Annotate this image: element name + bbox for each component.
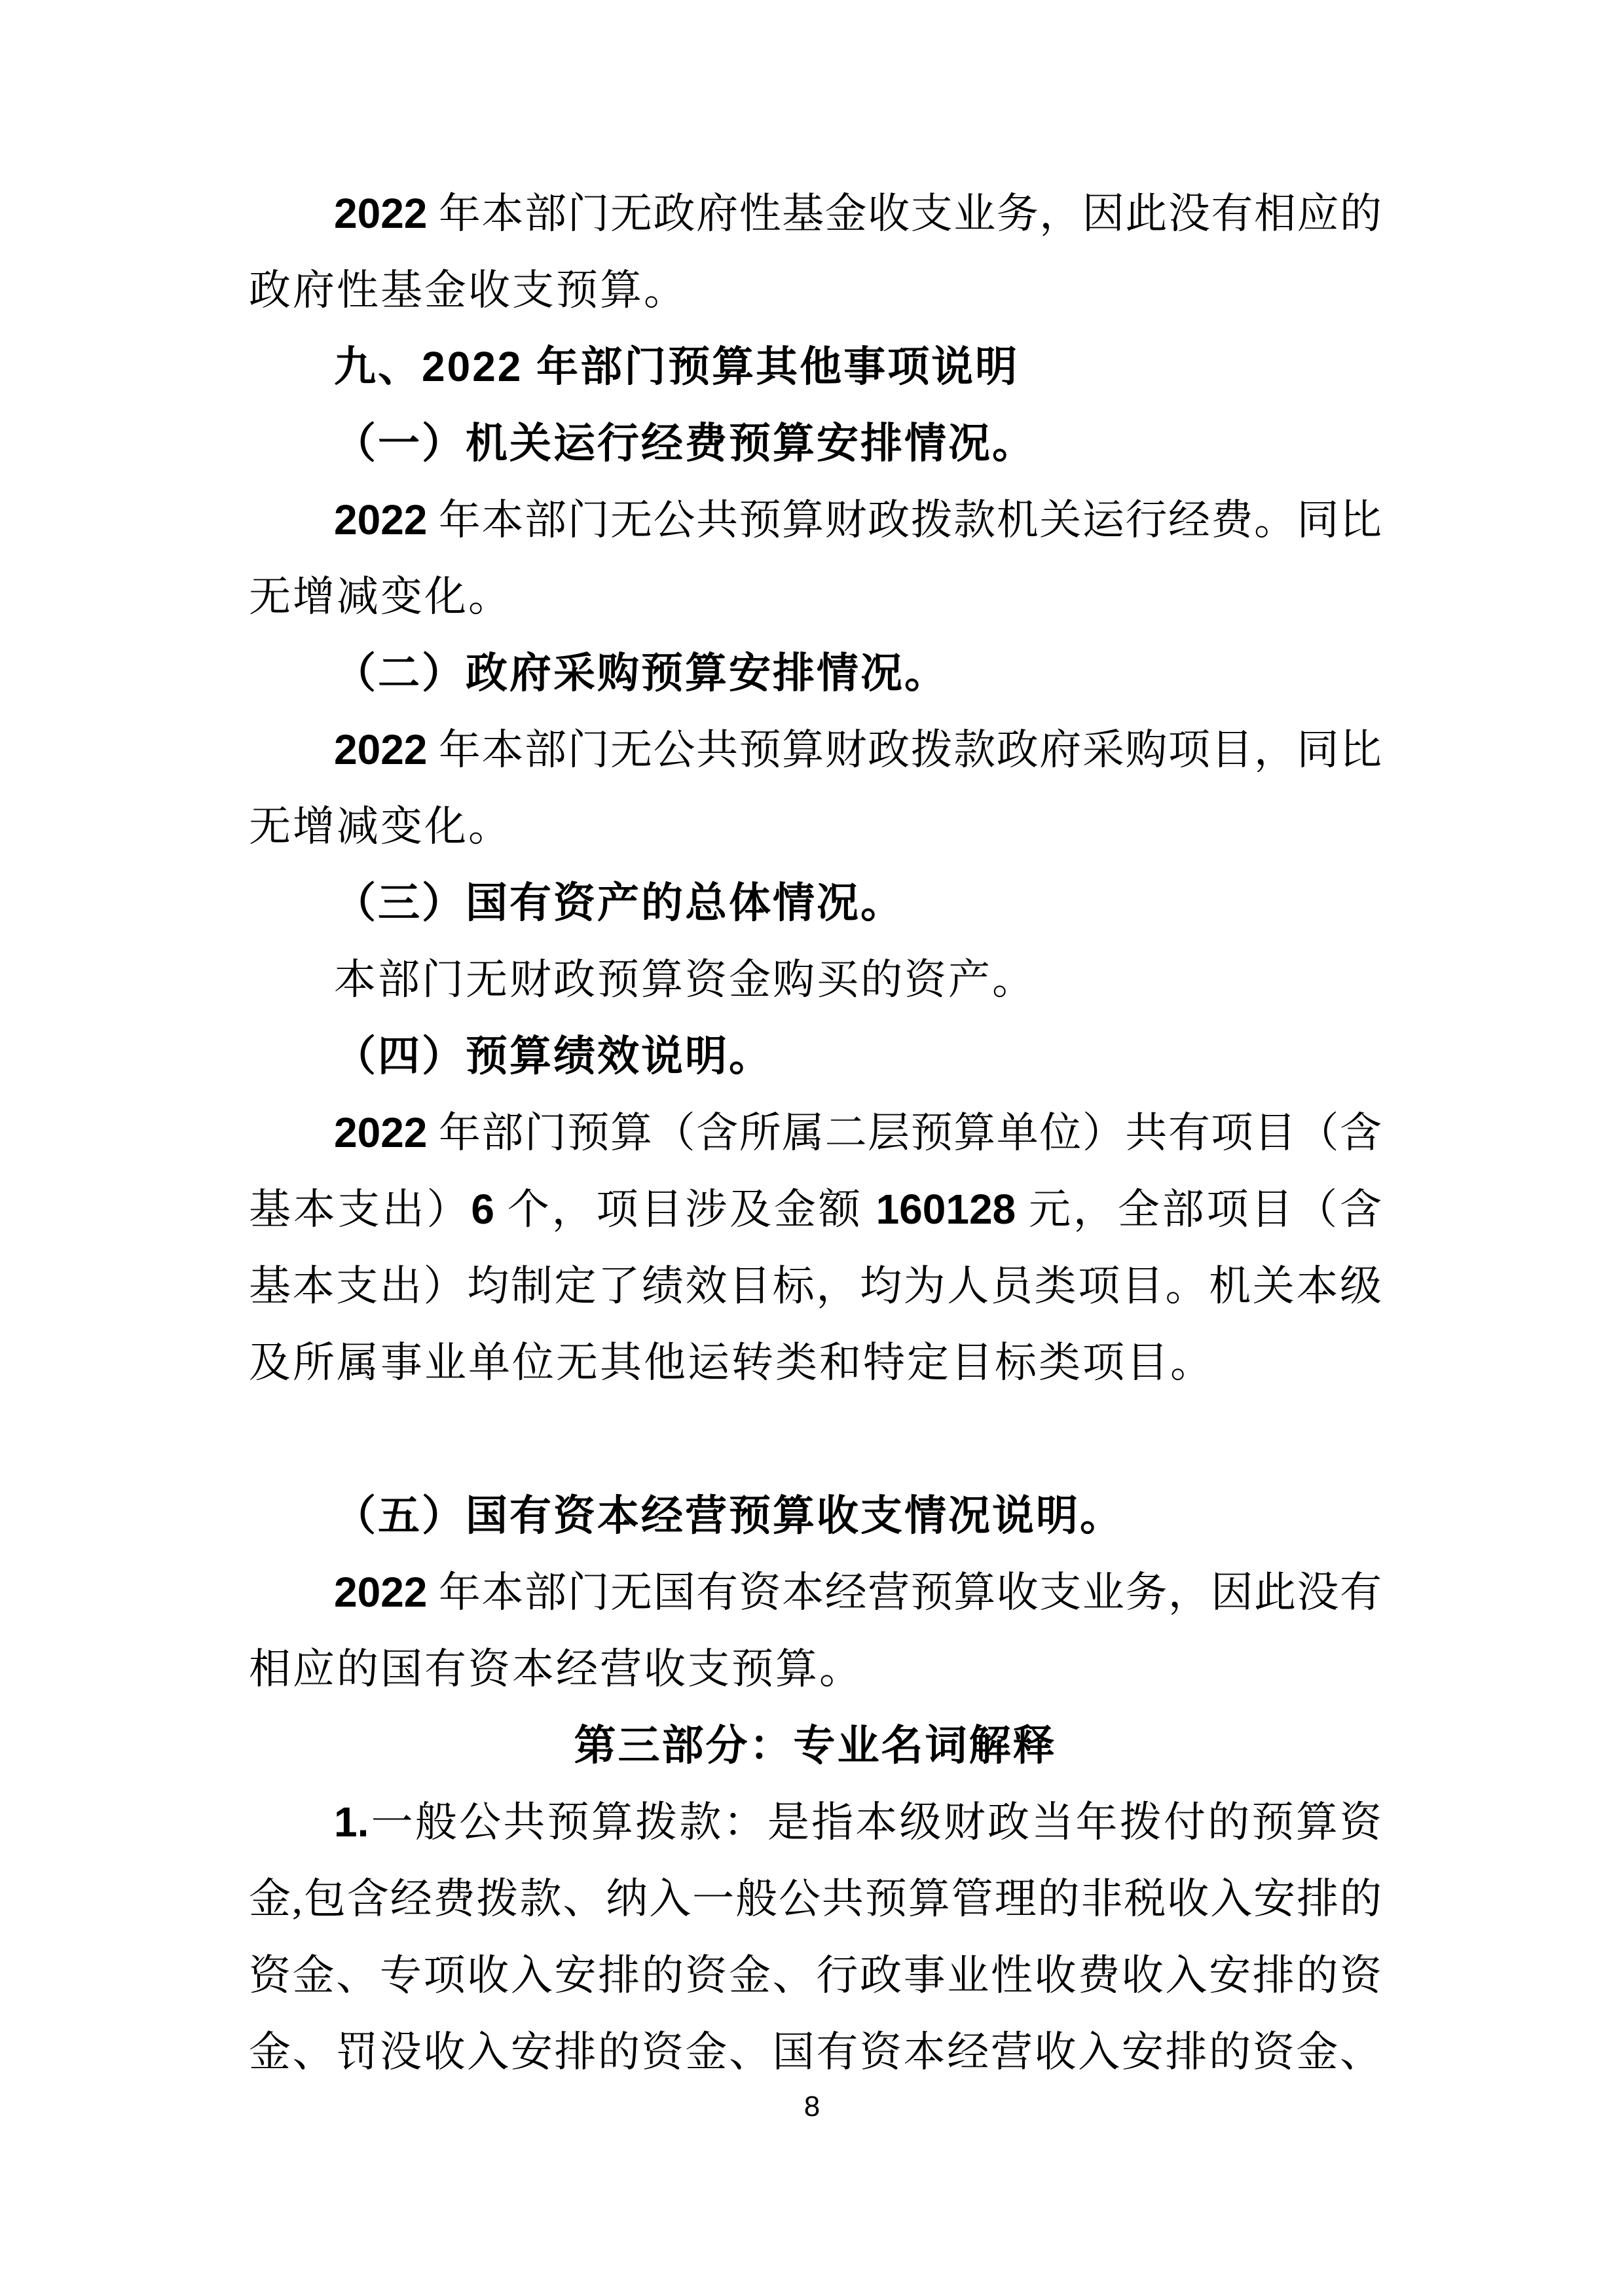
number-text: 2022 bbox=[422, 343, 523, 390]
number-text: 2022 bbox=[334, 1109, 428, 1156]
body-line: 基本支出）6 个，项目涉及金额 160128 元，全部项目（含 bbox=[249, 1186, 1382, 1233]
blank-line bbox=[249, 1401, 1382, 1478]
number-text: 6 bbox=[471, 1186, 494, 1233]
body-line: 相应的国有资本经营收支预算。 bbox=[249, 1646, 863, 1692]
number-text: 2022 bbox=[334, 496, 428, 543]
heading-item-four: （四）预算绩效说明。 bbox=[334, 1032, 773, 1080]
heading-item-three: （三）国有资产的总体情况。 bbox=[334, 879, 904, 926]
heading-item-one: （一）机关运行经费预算安排情况。 bbox=[334, 420, 1036, 467]
heading-item-five: （五）国有资本经营预算收支情况说明。 bbox=[334, 1492, 1124, 1539]
body-line: 2022 年本部门无公共预算财政拨款机关运行经费。同比 bbox=[334, 496, 1382, 543]
body-line: 金、罚没收入安排的资金、国有资本经营收入安排的资金、 bbox=[249, 2029, 1382, 2075]
body-line: 金,包含经费拨款、纳入一般公共预算管理的非税收入安排的 bbox=[249, 1876, 1382, 1922]
number-text: 1. bbox=[334, 1798, 369, 1846]
body-line: 无增减变化。 bbox=[249, 574, 512, 620]
body-line: 2022 年部门预算（含所属二层预算单位）共有项目（含 bbox=[334, 1109, 1382, 1156]
number-text: 2022 bbox=[334, 726, 428, 773]
body-line: 本部门无财政预算资金购买的资产。 bbox=[334, 957, 1036, 1003]
heading-item-two: （二）政府采购预算安排情况。 bbox=[334, 649, 948, 697]
body-line: 2022 年本部门无国有资本经营预算收支业务，因此没有 bbox=[334, 1569, 1382, 1616]
body-line: 2022 年本部门无政府性基金收支业务，因此没有相应的 bbox=[334, 190, 1382, 237]
number-text: 2022 bbox=[334, 190, 428, 237]
page-body-text bbox=[249, 175, 1382, 2090]
page-number: 8 bbox=[803, 2090, 821, 2123]
number-text: 2022 bbox=[334, 1569, 428, 1616]
body-line: 无增减变化。 bbox=[249, 803, 512, 850]
body-line: 1.一般公共预算拨款：是指本级财政当年拨付的预算资 bbox=[334, 1798, 1382, 1846]
number-text: 160128 bbox=[876, 1186, 1016, 1233]
body-line: 资金、专项收入安排的资金、行政事业性收费收入安排的资 bbox=[249, 1952, 1382, 1999]
part-three-title: 第三部分：专业名词解释 bbox=[574, 1722, 1057, 1769]
body-line: 2022 年本部门无公共预算财政拨款政府采购项目，同比 bbox=[334, 726, 1382, 773]
body-line: 及所属事业单位无其他运转类和特定目标类项目。 bbox=[249, 1339, 1214, 1386]
body-line: 政府性基金收支预算。 bbox=[249, 267, 688, 314]
heading-section-nine: 九、2022 年部门预算其他事项说明 bbox=[334, 343, 1020, 390]
body-line: 基本支出）均制定了绩效目标，均为人员类项目。机关本级 bbox=[249, 1263, 1382, 1309]
